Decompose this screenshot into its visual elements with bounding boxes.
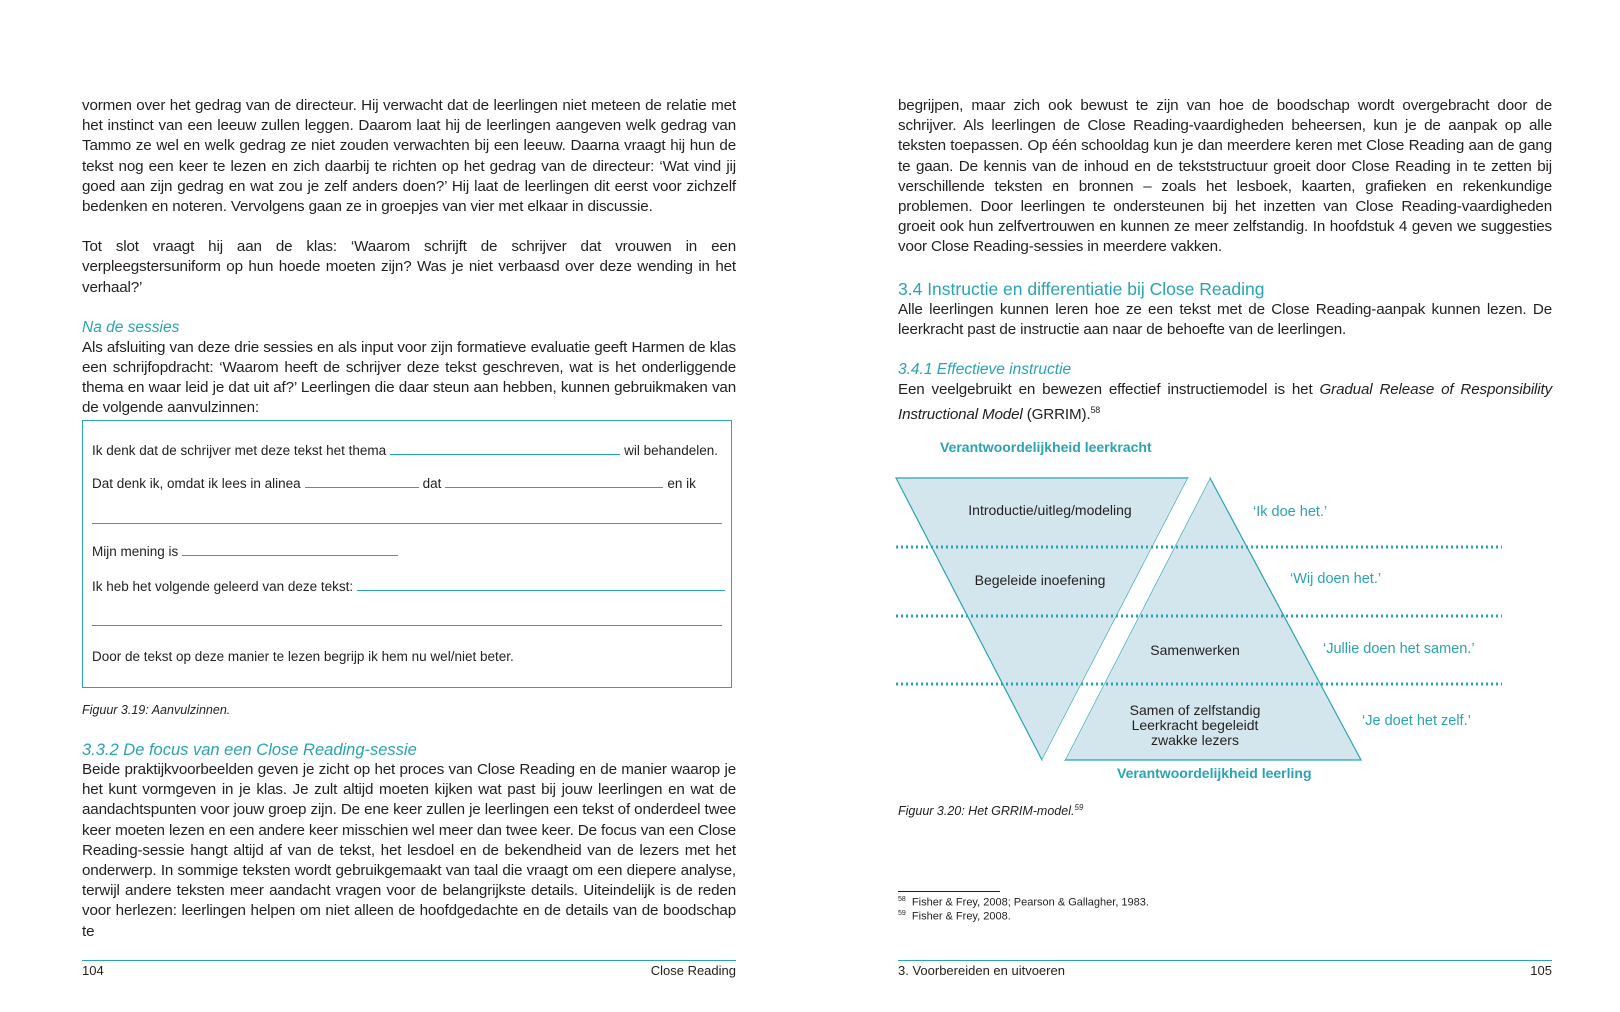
paragraph <box>898 380 1552 425</box>
fill-text: Ik heb het volgende geleerd van deze tekst: <box>92 579 354 594</box>
footer-rule <box>898 960 1552 961</box>
stage-quote: ‘Ik doe het.’ <box>1253 504 1328 520</box>
fill-text: Ik denk dat de schrijver met deze tekst het thema <box>92 443 387 458</box>
fill-row <box>92 579 729 594</box>
stage-label: Begeleide inoefening <box>974 572 1106 588</box>
footnote-ref: 58 <box>1090 405 1101 416</box>
footnote-rule <box>898 891 1000 892</box>
paragraph: Als afsluiting van deze drie sessies en als input voor zijn formatieve evaluatie geeft Harmen de klas een schrijfopdracht: ‘Waarom heeft de schrijver deze tekst geschreven, wat is het onderliggende thema en waar leid je dat uit af?’ Leerlingen die daar steun aan hebben, kunnen gebruikmaken van de volgende aanvulzinnen: <box>82 338 736 417</box>
left-page <box>82 96 736 419</box>
paragraph: Beide praktijkvoorbeelden geven je zicht op het proces van Close Reading en de manier waarop je het kunt vormgeven in je klas. Je zult altijd moeten kijken wat past bij jouw leerlingen en wat de aandachtspunten voor jouw groep zijn. De ene keer zullen je leerlingen een tekst of onderdeel twee keer moeten lezen en een andere keer misschien wel meer dan twee keer. De focus van een Close Reading-sessie hangt altijd af van de tekst, het lesdoel en de bekendheid van de lezers met het onderwerp. In sommige teksten wordt gebruikgemaakt van taal die vraagt om een diepere analyse, terwijl andere teksten meer aandacht vragen voor de belangrijkste details. Uiteindelijk is de reden voor herlezen: leerlingen helpen om niet alleen de hoofdgedachte en de details van de boodschap te <box>82 761 736 940</box>
fill-text: en ik <box>667 476 696 491</box>
stage-quote: ‘Je doet het zelf.’ <box>1362 713 1471 729</box>
section-heading: 3.4 Instructie en differentiatie bij Close Reading <box>898 278 1265 299</box>
fill-in-sentences-box <box>82 420 732 688</box>
stage-label: Introductie/uitleg/modeling <box>968 502 1132 518</box>
footnote-number: 59 <box>898 910 906 917</box>
stage-label-line: Leerkracht begeleidt <box>1131 717 1259 733</box>
paragraph: begrijpen, maar zich ook bewust te zijn van hoe de boodschap wordt overgebracht door de schrijver. Als leerlingen de Close Reading-vaardigheden beheersen, kun je de aanpak op alle teksten toepassen. Op één schooldag kun je dan meerdere keren met Close Reading aan de gang te gaan. De kennis van de inhoud en de tekststructuur groeit door Close Reading in te zetten bij verschillende teksten en bronnen – zoals het lesboek, kaarten, grafieken en rekenkundige problemen. Door leerlingen te ondersteunen bij het inzetten van Close Reading-vaardigheden groeit ook hun zelfvertrouwen en kunnen ze meer zelfstandig. In hoofdstuk 4 geven we suggesties voor Close Reading-sessies in meerdere vakken. <box>898 97 1552 256</box>
subheading-na-de-sessies: Na de sessies <box>82 318 180 336</box>
fill-text: Mijn mening is <box>92 544 179 559</box>
stage-label-line: zwakke lezers <box>1151 732 1239 748</box>
running-title: 3. Voorbereiden en uitvoeren <box>898 963 1065 978</box>
footnote-text: Fisher & Frey, 2008. <box>911 910 1011 923</box>
fill-text: Dat denk ik, omdat ik lees in alinea <box>92 476 301 491</box>
blank-line-full <box>92 625 722 626</box>
fill-row <box>92 476 696 491</box>
diagram-top-title: Verantwoordelijkheid leerkracht <box>940 439 1152 455</box>
figure-caption <box>898 803 1083 818</box>
fill-row <box>92 544 402 559</box>
figure-caption: Figuur 3.19: Aanvulzinnen. <box>82 703 231 717</box>
page-number: 105 <box>1530 963 1552 978</box>
blank-line <box>390 453 620 455</box>
paragraph: Alle leerlingen kunnen leren hoe ze een tekst met de Close Reading-aanpak kunnen lezen. De leerkracht past de instructie aan naar de behoefte van de leerlingen. <box>898 300 1552 338</box>
footnote-number: 58 <box>898 896 906 903</box>
left-page-section <box>82 740 736 942</box>
italic-term: Gradual Release of Responsibility Instructional Model <box>898 381 1553 424</box>
blank-line <box>445 486 663 488</box>
running-title: Close Reading <box>650 963 736 978</box>
blank-line <box>357 589 725 591</box>
stage-quote: ‘Jullie doen het samen.’ <box>1323 641 1475 657</box>
footnote <box>898 910 1011 923</box>
fill-text: dat <box>422 476 442 491</box>
text-run: (GRRIM). <box>1022 406 1091 424</box>
paragraph: Tot slot vraagt hij aan de klas: ‘Waarom schrijft de schrijver dat vrouwen in een verpleegstersuniform op hun hoede moeten zijn? Was je niet verbaasd over deze wending in het verhaal?’ <box>82 238 736 296</box>
subsection-heading: 3.4.1 Effectieve instructie <box>898 361 1072 379</box>
text-run: Een veelgebruikt en bewezen effectief instructiemodel is het <box>898 381 1320 399</box>
diagram-bottom-title: Verantwoordelijkheid leerling <box>1117 765 1312 781</box>
grrim-diagram <box>890 440 1510 800</box>
fill-row <box>92 443 718 458</box>
blank-line-full <box>92 523 722 524</box>
paragraph: vormen over het gedrag van de directeur. Hij verwacht dat de leerlingen niet meteen de relatie met het instinct van een leeuw zullen leggen. Daarom laat hij de leerlingen aangeven welk gedrag van Tammo ze wel en welk gedrag ze niet zouden verwachten bij een leeuw. Daarna vraagt hij hun de tekst nog een keer te lezen en zich daarbij te richten op het gedrag van de directeur: ‘Wat vind jij goed aan zijn gedrag en wat zou je zelf anders doen?’ Hij laat de leerlingen dit eerst voor zichzelf bedenken en noteren. Vervolgens gaan ze in groepjes van vier met elkaar in discussie. <box>82 97 736 216</box>
right-page <box>898 96 1552 426</box>
section-heading: 3.3.2 De focus van een Close Reading-sessie <box>82 741 417 759</box>
page-number: 104 <box>82 963 104 978</box>
stage-label-line: Samen of zelfstandig <box>1129 702 1261 718</box>
stage-label-multiline <box>1110 703 1280 748</box>
stage-label: Samenwerken <box>1150 642 1240 658</box>
footnote-ref: 59 <box>1074 803 1084 812</box>
blank-line <box>305 486 419 488</box>
footnote <box>898 896 1149 909</box>
stage-quote: ‘Wij doen het.’ <box>1290 571 1382 587</box>
footer-rule <box>82 960 736 961</box>
fill-text: Door de tekst op deze manier te lezen begrijp ik hem nu wel/niet beter. <box>92 649 514 664</box>
caption-text: Figuur 3.20: Het GRRIM-model. <box>898 804 1075 819</box>
fill-text: wil behandelen. <box>624 443 718 458</box>
fill-row <box>92 649 514 664</box>
blank-line <box>182 554 398 556</box>
footnote-text: Fisher & Frey, 2008; Pearson & Gallagher, 1983. <box>911 896 1149 909</box>
